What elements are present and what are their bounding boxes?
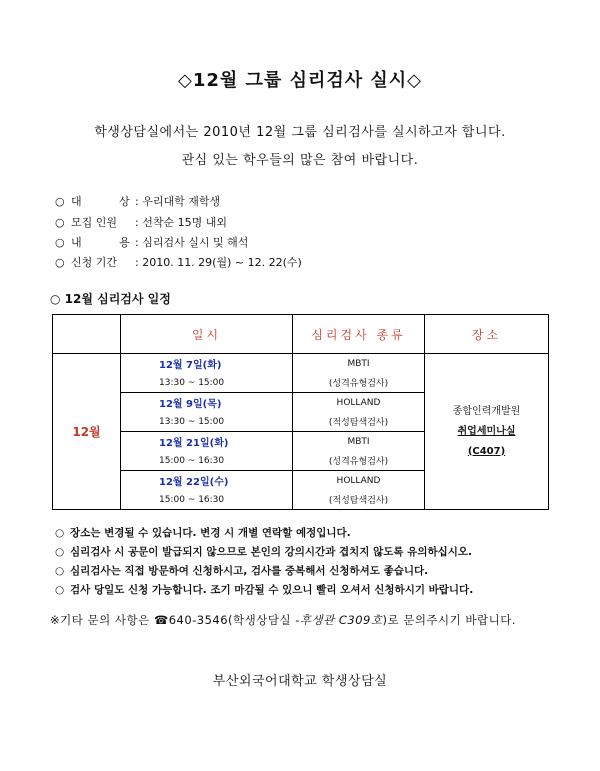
note-item [55,525,351,540]
table-row [53,354,549,374]
session-date: 12월 21일(화) [121,432,293,452]
place-cell [425,354,549,510]
test-name: HOLLAND [293,471,425,491]
test-name: MBTI [293,432,425,452]
info-value: : 2010. 11. 29(월) ~ 12. 22(수) [135,256,302,269]
circle-bullet-icon: ○ [55,527,65,539]
note-text: 심리검사 시 공문이 발급되지 않으므로 본인의 강의시간과 겹치지 않도록 유의하십시오. [70,546,473,558]
info-period [55,254,302,270]
place-room: 취업세미나실 [457,425,516,437]
footer-organization: 부산외국어대학교 학생상담실 [212,674,388,689]
intro-line-1: 학생상담실에서는 2010년 12월 그룹 심리검사를 실시하고자 합니다. [94,125,506,140]
circle-bullet-icon: ○ [55,216,65,229]
test-name: HOLLAND [293,393,425,413]
circle-bullet-icon: ○ [55,546,65,558]
info-value: : 선착순 15명 내외 [135,216,227,229]
info-recruit [55,214,227,230]
contact-suffix: )로 문의주시기 바랍니다. [382,613,517,627]
session-date: 12월 22일(수) [121,471,293,491]
info-label: 대 상 [71,195,147,208]
circle-bullet-icon: ○ [55,256,65,269]
header-place: 장소 [425,315,549,354]
test-type: (적성탐색검사) [293,490,425,510]
session-time: 13:30 ~ 15:00 [121,412,293,432]
header-test: 심리검사 종류 [293,315,425,354]
note-text: 검사 당일도 신청 가능합니다. 조기 마감될 수 있으니 빨리 오셔서 신청하시기 바랍니다. [70,584,474,596]
circle-bullet-icon: ○ [55,195,65,208]
note-text: 심리검사는 직접 방문하여 신청하시고, 검사를 중복해서 신청하셔도 좋습니다. [70,565,429,577]
session-time: 13:30 ~ 15:00 [121,373,293,393]
info-label: 내 용 [71,236,147,249]
place-building: 종합인력개발원 [452,405,521,417]
header-date: 일시 [121,315,293,354]
session-time: 15:00 ~ 16:30 [121,490,293,510]
table-header-row [53,315,549,354]
test-type: (적성탐색검사) [293,412,425,432]
schedule-title: ○ 12월 심리검사 일정 [50,292,171,306]
test-type: (성격유형검사) [293,373,425,393]
page-title: ◇12월 그룹 심리검사 실시◇ [177,70,423,91]
contact-info [50,612,516,628]
session-date: 12월 7일(화) [121,354,293,374]
contact-location: 후생관 C309호 [299,613,383,627]
info-target [55,193,220,209]
session-date: 12월 9일(목) [121,393,293,413]
session-time: 15:00 ~ 16:30 [121,451,293,471]
info-value: : 우리대학 재학생 [135,195,221,208]
info-value: : 심리검사 실시 및 해석 [135,236,249,249]
info-content [55,234,248,250]
contact-prefix: ※기타 문의 사항은 ☎640-3546(학생상담실 - [50,613,300,627]
circle-bullet-icon: ○ [55,236,65,249]
note-item [55,582,473,597]
place-room-code: (C407) [467,445,506,457]
info-label: 모집 인원 [71,216,118,229]
schedule-table [52,314,549,510]
circle-bullet-icon: ○ [55,584,65,596]
circle-bullet-icon: ○ [55,565,65,577]
note-text: 장소는 변경될 수 있습니다. 변경 시 개별 연락할 예정입니다. [70,527,351,539]
intro-line-2: 관심 있는 학우들의 많은 참여 바랍니다. [181,153,419,168]
header-blank [53,315,121,354]
test-name: MBTI [293,354,425,374]
info-label: 신청 기간 [71,256,118,269]
test-type: (성격유형검사) [293,451,425,471]
month-cell: 12월 [53,354,121,510]
note-item [55,563,428,578]
note-item [55,544,472,559]
